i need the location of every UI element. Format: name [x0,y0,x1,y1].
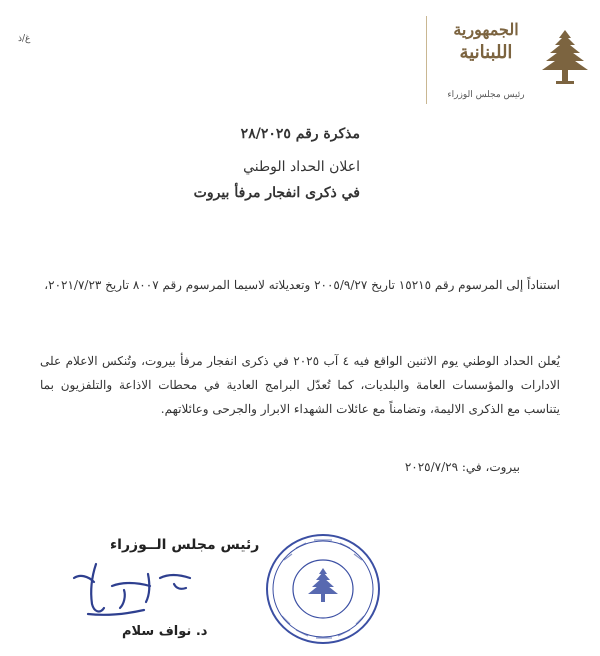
cedar-tree-icon [540,28,590,86]
memo-subject-line-1: اعلان الحداد الوطني [243,159,360,175]
letterhead-emblem-line-1: الجمهورية [453,20,519,39]
official-seal-stamp [262,530,384,648]
signatory-title: رئيس مجلس الــوزراء [110,537,260,553]
handwritten-signature [66,556,200,622]
letterhead-office: رئيس مجلس الوزراء [447,90,525,100]
signatory-name: د. نواف سلام [122,624,208,639]
letterhead-emblem-line-2: اللبنانية [459,42,513,63]
date-line: بيروت، في: ٢٠٢٥/٧/٢٩ [404,460,520,474]
memo-subject-line-2: في ذكرى انفجار مرفأ بيروت [193,185,360,201]
letterhead-divider [426,16,427,104]
body-paragraph-1: استناداً إلى المرسوم رقم ١٥٢١٥ تاريخ ٢٠٠٥/٩/٢٧ وتعديلاته لاسيما المرسوم رقم ٨٠٠٧ تاريخ ٢٠٢١/٧/٢٣، [44,278,560,292]
letterhead [420,12,592,108]
memo-number: مذكرة رقم ٢٨/٢٠٢٥ [240,126,360,142]
corner-reference: غ/ذ [18,34,31,44]
body-paragraph-2: يُعلن الحداد الوطني يوم الاثنين الواقع فيه ٤ آب ٢٠٢٥ في ذكرى انفجار مرفأ بيروت، وتُنكس الاعلام على الادارات والمؤسسات العامة والبلديات، كما تُعدّل البرامج العادية في محطات الاذاعة والتلفزيون بما يتناسب مع الذكرى الاليمة، وتضامناً مع عائلات الشهداء الابرار والجرحى وعائلاتهم. [40,354,560,416]
